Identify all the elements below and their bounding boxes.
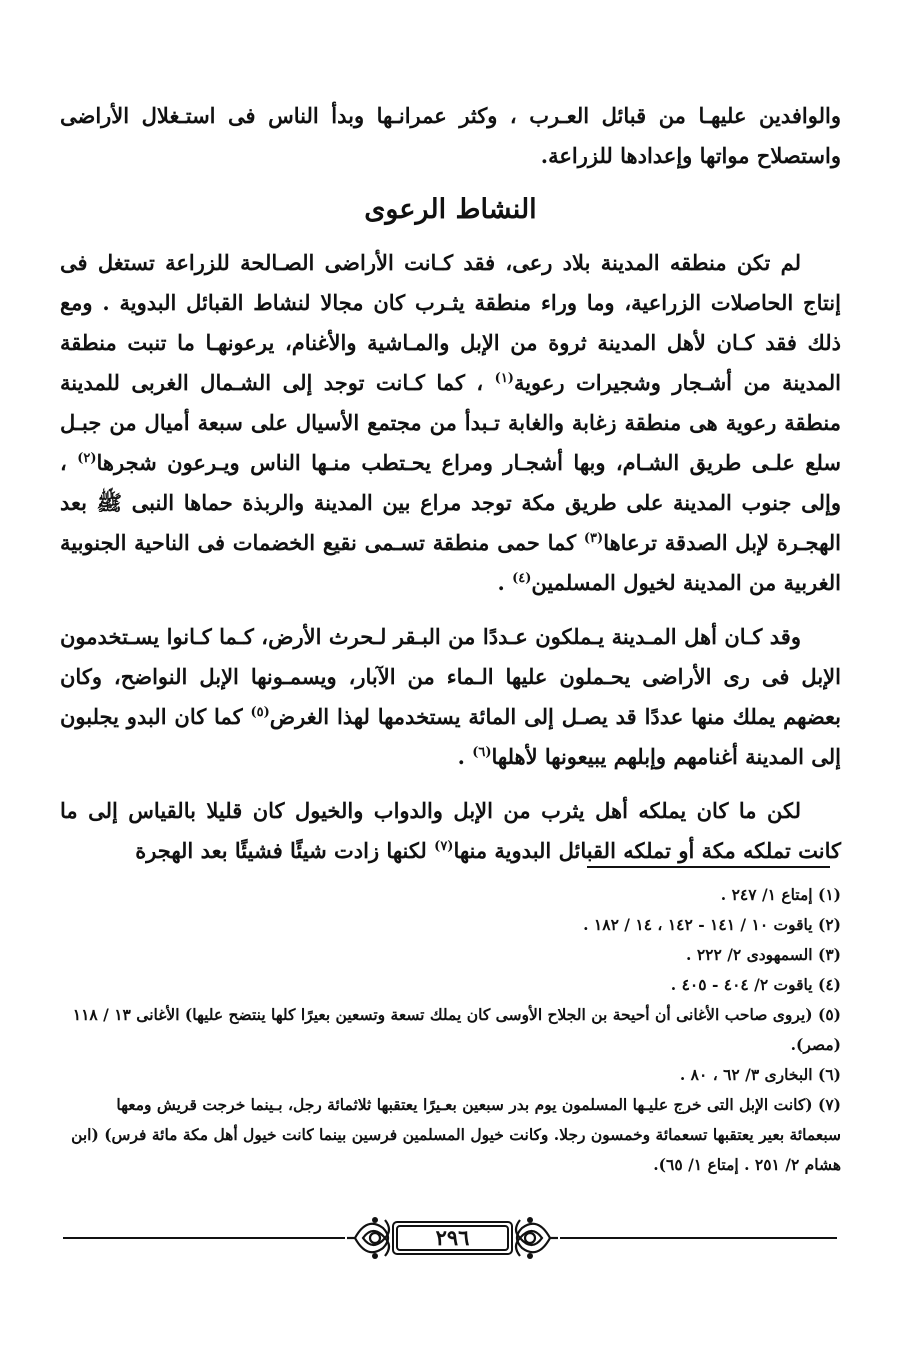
footer-rule-left (63, 1237, 345, 1239)
text-segment: لكنها زادت شيئًا فشيئًا بعد الهجرة (135, 838, 435, 863)
text-segment: ، كما كـانت توجد إلى الشـمال الغربى للمدينة منطقة رعوية هى منطقة زغابة والغابة تـبدأ من مجتمع الأسيال على سبعة أميال من جبـل سلع علـى طريق الشـام، وبها أشجـار ومراع يحـتطب منـها الناس ويـرعون شجرها (60, 370, 842, 475)
footnote-marker-7: (٧) (434, 839, 454, 854)
main-text (60, 243, 841, 871)
section-title: النشاط الرعوى (364, 194, 537, 225)
page-number: ٢٩٦ (435, 1225, 470, 1250)
footnote-7: (٧) (كانت الإبل التى خرج عليـها المسلمون يوم بدر سبعين بعـيرًا يعتقبها ثلاثمائة رجل، بـينما خرجت قريش ومعها سبعمائة بعير يعتقبها تسعمائة وخمسون رجلا. وكانت خيول المسلمين فرسين بينما كانت خيول أهل مكة مائة فرس) (ابن هشام ٢/ ٢٥١ . إمتاع ١/ ٦٥). (71, 1095, 841, 1174)
paragraph-comparison (60, 791, 841, 871)
paragraph-camels (60, 617, 841, 777)
text-segment: . (457, 744, 473, 769)
intro-text: والوافدين عليهـا من قبائل العـرب ، وكثر عمرانـها وبدأ الناس فى استـغلال الأراضى واستصلاح مواتها وإعدادها للزراعة. (60, 103, 841, 168)
text-segment: . (497, 570, 513, 595)
footer-rule-right (560, 1237, 837, 1239)
footnote-marker-2: (٢) (77, 451, 97, 466)
text-segment: لم تكن منطقه المدينة بلاد رعى، فقد كـانت الأراضى الصـالحة للزراعة تستغل فى إنتاج الحاصلات الزراعية، وما وراء منطقة يثـرب كان مجالا لنشاط القبائل البدوية . ومع ذلك فقد كـان لأهل المدينة ثروة من الإبل والمـاشية والأغنام، يرعونهـا ما تنبت منطقة المدينة من أشـجار وشجيرات رعوية (60, 250, 842, 395)
footnote-marker-3: (٣) (583, 531, 604, 546)
footnote-marker-1: (١) (494, 371, 514, 386)
footnote-3: (٣) السمهودى ٢/ ٢٢٢ . (686, 945, 841, 964)
text-segment: كما حمى منطقة تسـمى نقيع الخضمات فى الناحية الجنوبية الغربية من المدينة لخيول المسلمين (60, 530, 841, 595)
footnote-5: (٥) (يروى صاحب الأغانى أن أحيحة بن الجلاح الأوسى كان يملك تسعة وتسعين بعيرًا كلها ينتضح عليها) الأغانى ١٣ / ١١٨ (مصر). (72, 1005, 841, 1054)
footnote-marker-5: (٥) (250, 705, 270, 720)
text-segment: كما كان البدو يجلبون إلى المدينة أغنامهم وإبلهم يبيعونها لأهلها (60, 704, 841, 769)
text-segment: لكن ما كان يملكه أهل يثرب من الإبل والدواب والخيول كان قليلا بالقياس إلى ما كانت تملكه مكة أو تملكه القبائل البدوية منها (60, 798, 841, 863)
footnote-6: (٦) البخارى ٣/ ٦٢ ، ٨٠ . (679, 1065, 841, 1084)
footnote-2: (٢) ياقوت ١٠ / ١٤١ - ١٤٢ ، ١٤ / ١٨٢ . (583, 915, 841, 934)
paragraph-livestock (60, 243, 841, 603)
intro-paragraph (60, 96, 841, 176)
footnote-marker-4: (٤) (512, 571, 532, 586)
text-segment: ، وإلى جنوب المدينة على طريق مكة توجد مراع بين المدينة والربذة حماها النبى ﷺ بعد الهجـرة لإبل الصدقة ترعاها (60, 450, 842, 555)
footnote-separator (587, 866, 830, 868)
footnotes-list (60, 880, 841, 1180)
footnote-1: (١) إمتاع ١/ ٢٤٧ . (720, 885, 841, 904)
footnote-marker-6: (٦) (472, 745, 492, 760)
footnote-4: (٤) ياقوت ٢/ ٤٠٤ - ٤٠٥ . (670, 975, 841, 994)
text-segment: وقد كـان أهل المـدينة يـملكون عـددًا من البـقر لـحرث الأرض، كـما كـانوا يسـتخدمون الإبل فى رى الأراضى يحـملون عليها الـماء من الآبار، ويسمـونها الإبل النواضح، وكان بعضهم يملك منها عددًا قد يصـل إلى المائة يستخدمها لهذا الغرض (60, 624, 842, 729)
